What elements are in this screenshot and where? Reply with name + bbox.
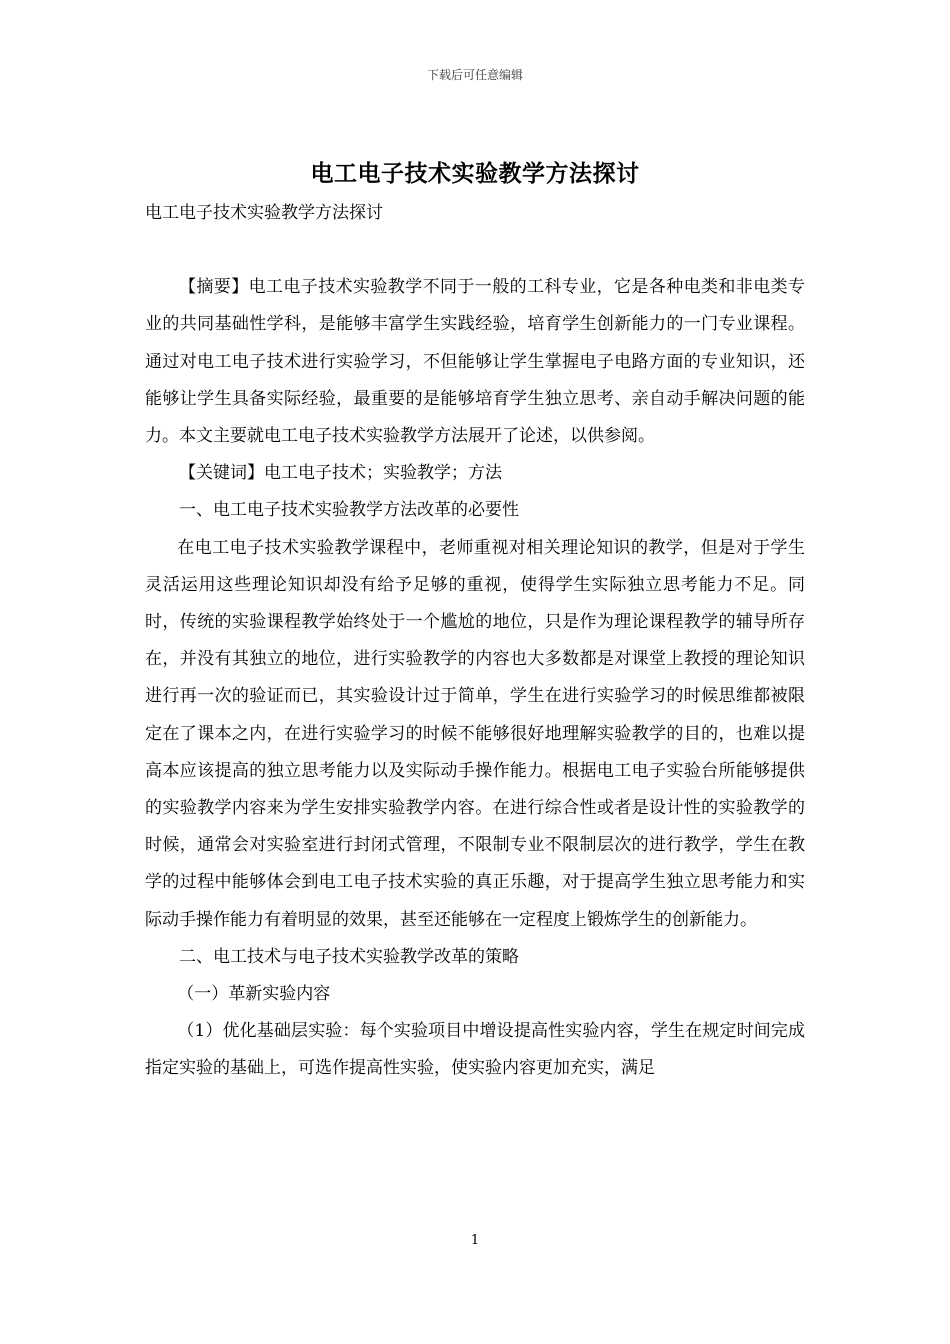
abstract-paragraph: 【摘要】电工电子技术实验教学不同于一般的工科专业，它是各种电类和非电类专业的共同基础性学科，是能够丰富学生实践经验，培育学生创新能力的一门专业课程。通过对电工电子技术进行实验学习，不但能够让学生掌握电子电路方面的专业知识，还能够让学生具备实际经验，最重要的是能够培育学生独立思考、亲自动手解决问题的能力。本文主要就电工电子技术实验教学方法展开了论述，以供参阅。	[145, 277, 805, 447]
item-1-paragraph: （1）优化基础层实验：每个实验项目中增设提高性实验内容，学生在规定时间完成指定实验的基础上，可选作提高性实验，使实验内容更加充实，满足	[145, 1021, 805, 1079]
subsection-1-heading: （一）革新实验内容	[177, 984, 331, 1005]
section-1-heading: 一、电工电子技术实验教学方法改革的必要性	[179, 500, 519, 521]
document-body	[145, 195, 805, 1088]
blank-line	[145, 232, 805, 269]
document-title: 电工电子技术实验教学方法探讨	[310, 160, 640, 187]
section-1-body: 在电工电子技术实验教学课程中，老师重视对相关理论知识的教学，但是对于学生灵活运用这些理论知识却没有给予足够的重视，使得学生实际独立思考能力不足。同时，传统的实验课程教学始终处于一个尴尬的地位，只是作为理论课程教学的辅导所存在，并没有其独立的地位，进行实验教学的内容也大多数都是对课堂上教授的理论知识进行再一次的验证而已，其实验设计过于简单，学生在进行实验学习的时候思维都被限定在了课本之内，在进行实验学习的时候不能够很好地理解实验教学的目的，也难以提高本应该提高的独立思考能力以及实际动手操作能力。根据电工电子实验台所能够提供的实验教学内容来为学生安排实验教学内容。在进行综合性或者是设计性的实验教学的时候，通常会对实验室进行封闭式管理，不限制专业不限制层次的进行教学，学生在教学的过程中能够体会到电工电子技术实验的真正乐趣，对于提高学生独立思考能力和实际动手操作能力有着明显的效果，甚至还能够在一定程度上锻炼学生的创新能力。	[145, 537, 805, 930]
page-number: 1	[470, 1233, 480, 1248]
keywords-paragraph: 【关键词】电工电子技术；实验教学；方法	[179, 463, 502, 484]
subtitle: 电工电子技术实验教学方法探讨	[145, 203, 383, 223]
section-2-heading: 二、电工技术与电子技术实验教学改革的策略	[179, 946, 519, 967]
page-header-note: 下载后可任意编辑	[426, 68, 523, 82]
